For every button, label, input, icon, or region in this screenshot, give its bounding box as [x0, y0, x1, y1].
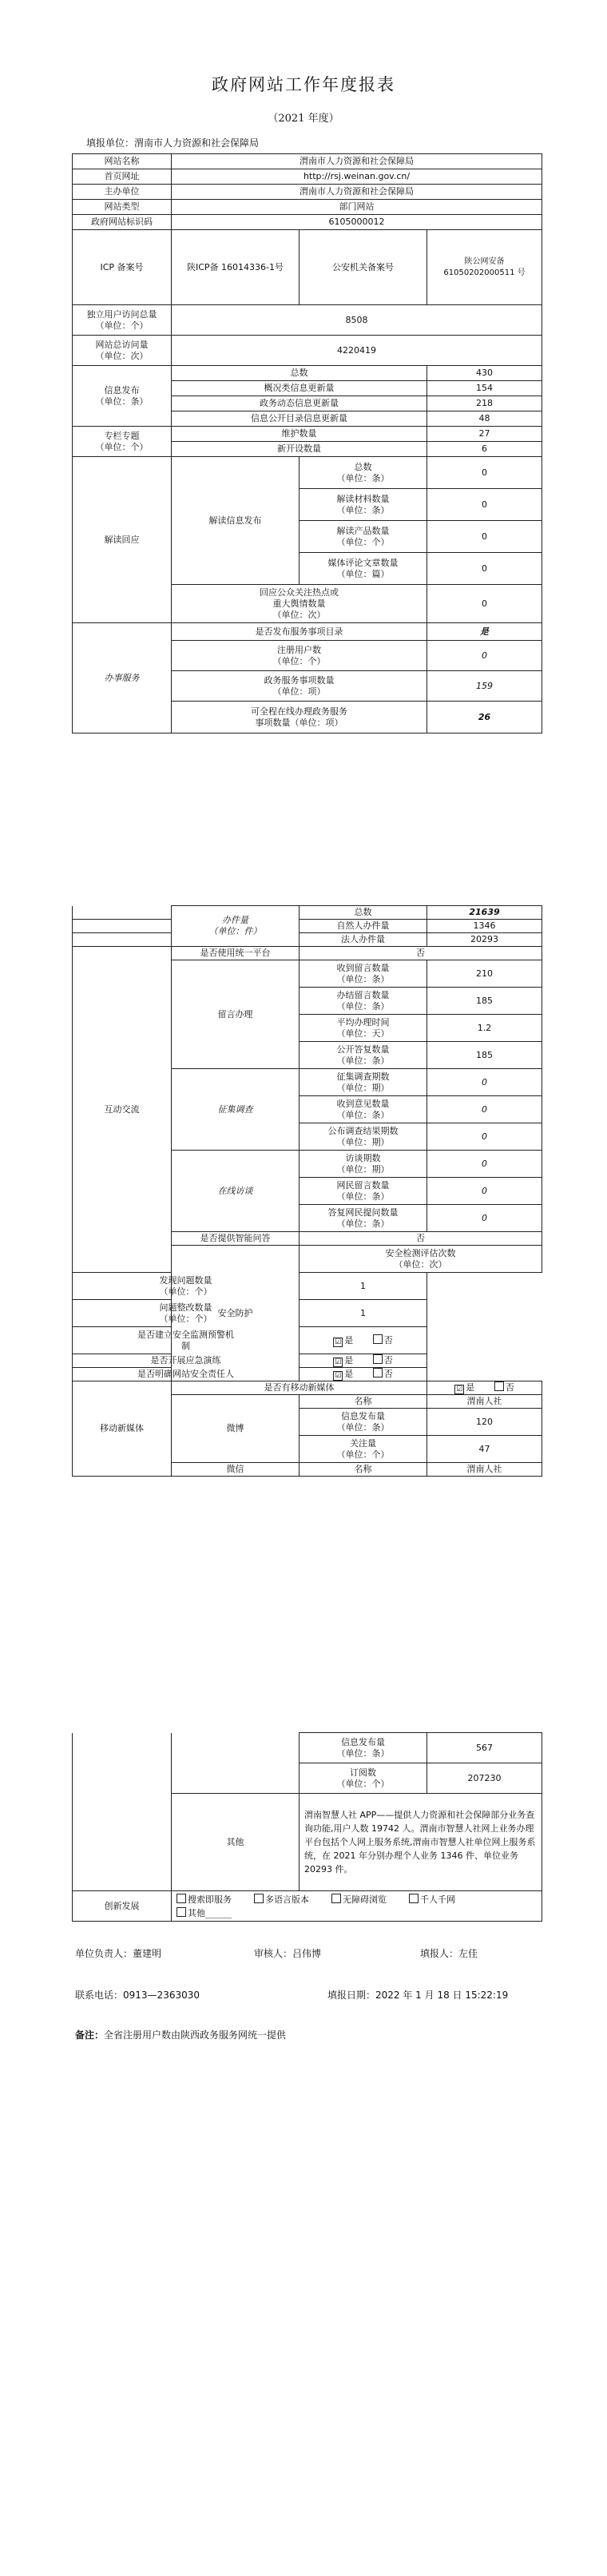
message-row-label: 平均办理时间 （单位：天）	[300, 1015, 427, 1042]
wechat-name-value: 渭南人社	[427, 1463, 542, 1477]
interview-row-label: 答复网民提问数量 （单位：条）	[300, 1205, 427, 1232]
site-type-value: 部门网站	[172, 200, 542, 215]
interpret-row-value: 0	[427, 457, 542, 489]
publish-row-label: 总数	[172, 366, 427, 381]
footer-reviewer: 审核人：吕伟博	[254, 1948, 322, 1959]
wechat-label: 微信	[172, 1463, 300, 1477]
icp-label: ICP 备案号	[73, 230, 172, 305]
weibo-name-value: 渭南人社	[427, 1395, 542, 1409]
footer-date: 填报日期：2022 年 1 月 18 日 15:22:19	[327, 1990, 509, 2001]
items-value: 159	[427, 671, 542, 702]
option-checkbox[interactable]	[331, 1894, 341, 1903]
wechat-row-label: 订阅数 （单位：个）	[300, 1763, 427, 1794]
table-margin-cell	[172, 1733, 300, 1794]
option-multi-language: 多语言版本	[264, 1894, 309, 1905]
platform-label: 是否使用统一平台	[172, 947, 300, 960]
platform-value: 否	[300, 947, 542, 960]
pv-value: 4220419	[172, 336, 542, 366]
security-row-label: 发现问题数量 （单位：个）	[73, 1273, 300, 1300]
mobile-yes-checkbox[interactable]: ☑	[456, 1385, 463, 1393]
interpret-label: 解读回应	[73, 457, 172, 623]
option-search-service: 搜索即服务	[188, 1894, 232, 1905]
responsible-choice: ☑ 是 否	[300, 1368, 427, 1381]
special-row-value: 27	[427, 427, 542, 442]
mobile-label: 移动新媒体	[73, 1381, 172, 1477]
homepage-value: http://rsj.weinan.gov.cn/	[172, 169, 542, 185]
wechat-row-value: 567	[427, 1733, 542, 1763]
report-table-part2	[72, 905, 542, 1477]
footer-phone: 联系电话：0913—2363030	[75, 1990, 200, 2001]
workload-row-label: 总数	[300, 906, 427, 920]
site-id-label: 政府网站标识码	[73, 215, 172, 230]
interview-row-value: 0	[427, 1178, 542, 1205]
special-row-label: 维护数量	[172, 427, 427, 442]
publish-label: 信息发布 （单位：条）	[73, 366, 172, 427]
interview-row-label: 网民留言数量 （单位：条）	[300, 1178, 427, 1205]
report-title: 政府网站工作年度报表	[212, 75, 395, 94]
hot-topic-value: 0	[427, 585, 542, 623]
interact-label: 互动交流	[73, 947, 172, 1273]
drill-yes-checkbox[interactable]: ☑	[335, 1358, 342, 1366]
message-label: 留言办理	[172, 960, 300, 1069]
interpret-row-label: 解读产品数量 （单位：个）	[300, 521, 427, 553]
message-row-label: 办结留言数量 （单位：条）	[300, 988, 427, 1015]
interpret-row-label: 媒体评论文章数量 （单位：篇）	[300, 553, 427, 585]
wechat-name-label: 名称	[300, 1463, 427, 1477]
message-row-value: 185	[427, 988, 542, 1015]
option-accessibility: 无障碍浏览	[342, 1894, 387, 1905]
qa-label: 是否提供智能问答	[172, 1232, 300, 1246]
hot-topic-label: 回应公众关注热点或 重大舆情数量 （单位：次）	[172, 585, 427, 623]
option-personalized: 千人千网	[419, 1894, 455, 1905]
filler-unit: 填报单位：渭南市人力资源和社会保障局	[86, 137, 260, 149]
footer-note: 备注：全省注册用户数由陕西政务服务网统一提供	[75, 2029, 287, 2041]
host-label: 主办单位	[73, 185, 172, 200]
icp-value: 陕ICP备 16014336-1号	[172, 230, 300, 305]
publish-row-value: 154	[427, 381, 542, 396]
weibo-name-label: 名称	[300, 1395, 427, 1409]
items-label: 政务服务事项数量 （单位：项）	[172, 671, 427, 702]
workload-row-value: 20293	[427, 933, 542, 947]
table-margin-cell	[73, 906, 172, 920]
catalog-value: 是	[427, 623, 542, 641]
site-type-label: 网站类型	[73, 200, 172, 215]
page-2	[0, 839, 607, 1678]
police-value: 陕公网安备 61050202000511 号	[427, 230, 542, 305]
workload-row-value: 21639	[427, 906, 542, 920]
innovation-options	[172, 1891, 542, 1922]
table-margin-cell	[73, 1733, 172, 1891]
weibo-row-label: 信息发布量 （单位：条）	[300, 1409, 427, 1436]
homepage-label: 首页网址	[73, 169, 172, 185]
publish-row-label: 概况类信息更新量	[172, 381, 427, 396]
workload-row-value: 1346	[427, 920, 542, 933]
interpret-row-value: 0	[427, 521, 542, 553]
publish-row-value: 430	[427, 366, 542, 381]
other-media-text: 渭南智慧人社 APP——提供人力资源和社会保障部分业务查询功能,用户人数 19742 人。渭南市智慧人社网上业务办理平台包括个人网上服务系统,渭南市智慧人社单位网上服务系统，在 2021 年分别办理个人业务 1346 件、单位业务 20293 件。	[300, 1794, 542, 1891]
users-label: 注册用户数 （单位：个）	[172, 641, 427, 671]
uv-value: 8508	[172, 305, 542, 336]
table-margin-cell	[73, 920, 172, 933]
site-name-value: 渭南市人力资源和社会保障局	[172, 154, 542, 169]
weibo-label: 微博	[172, 1395, 300, 1463]
report-year: （2021 年度）	[268, 113, 339, 125]
publish-row-label: 信息公开目录信息更新量	[172, 411, 427, 427]
survey-row-label: 征集调查期数 （单位：期）	[300, 1069, 427, 1096]
interpret-row-label: 总数 （单位：条）	[300, 457, 427, 489]
workload-row-label: 自然人办件量	[300, 920, 427, 933]
special-label: 专栏专题 （单位：个）	[73, 427, 172, 457]
catalog-label: 是否发布服务事项目录	[172, 623, 427, 641]
wechat-row-label: 信息发布量 （单位：条）	[300, 1733, 427, 1763]
police-label: 公安机关备案号	[300, 230, 427, 305]
monitor-yes-checkbox[interactable]: ☑	[335, 1338, 342, 1346]
option-checkbox[interactable]	[409, 1894, 419, 1903]
interpret-row-label: 解读材料数量 （单位：条）	[300, 489, 427, 521]
footer-head: 单位负责人：董建明	[75, 1948, 162, 1959]
option-other: 其他	[188, 1907, 205, 1918]
security-row-label: 问题整改数量 （单位：个）	[73, 1300, 300, 1327]
message-row-value: 1.2	[427, 1015, 542, 1042]
other-media-label: 其他	[172, 1794, 300, 1891]
survey-row-value: 0	[427, 1096, 542, 1123]
qa-value: 否	[300, 1232, 542, 1246]
interpret-row-value: 0	[427, 553, 542, 585]
security-label: 安全防护	[172, 1246, 300, 1381]
uv-label: 独立用户访问总量 （单位：个）	[73, 305, 172, 336]
interpret-row-value: 0	[427, 489, 542, 521]
survey-row-label: 公布调查结果期数 （单位：期）	[300, 1123, 427, 1151]
workload-label: 办件量 （单位：件）	[172, 906, 300, 947]
host-value: 渭南市人力资源和社会保障局	[172, 185, 542, 200]
monitor-choice: ☑ 是 否	[300, 1327, 427, 1354]
service-label: 办事服务	[73, 623, 172, 733]
weibo-row-value: 47	[427, 1436, 542, 1463]
publish-row-label: 政务动态信息更新量	[172, 396, 427, 411]
site-id-value: 6105000012	[172, 215, 542, 230]
workload-row-label: 法人办件量	[300, 933, 427, 947]
message-row-label: 公开答复数量 （单位：条）	[300, 1042, 427, 1069]
users-value: 0	[427, 641, 542, 671]
mobile-has-choice: ☑ 是 否	[427, 1381, 542, 1395]
drill-no-checkbox[interactable]	[373, 1354, 383, 1364]
option-other-blank: ______	[205, 1907, 232, 1918]
weibo-row-label: 关注量 （单位：个）	[300, 1436, 427, 1463]
page-3	[0, 1678, 607, 2576]
survey-row-value: 0	[427, 1069, 542, 1096]
responsible-label: 是否明确网站安全责任人	[73, 1368, 300, 1381]
pv-label: 网站总访问量 （单位：次）	[73, 336, 172, 366]
filler-unit-value: 渭南市人力资源和社会保障局	[134, 137, 260, 149]
special-row-label: 新开设数量	[172, 442, 427, 457]
site-name-label: 网站名称	[73, 154, 172, 169]
survey-row-value: 0	[427, 1123, 542, 1151]
footer-filler: 填报人：左佳	[420, 1948, 478, 1959]
interview-row-value: 0	[427, 1205, 542, 1232]
drill-choice: ☑ 是 否	[300, 1354, 427, 1368]
mobile-has-label: 是否有移动新媒体	[172, 1381, 427, 1395]
drill-label: 是否开展应急演练	[73, 1354, 300, 1368]
responsible-no-checkbox[interactable]	[373, 1368, 383, 1377]
option-checkbox[interactable]	[177, 1894, 186, 1903]
interview-label: 在线访谈	[172, 1151, 300, 1232]
monitor-label: 是否建立安全监测预警机 制	[73, 1327, 300, 1354]
message-row-value: 210	[427, 960, 542, 988]
message-row-label: 收到留言数量 （单位：条）	[300, 960, 427, 988]
publish-row-value: 48	[427, 411, 542, 427]
survey-row-label: 收到意见数量 （单位：条）	[300, 1096, 427, 1123]
report-table-part3	[72, 1732, 542, 1922]
interpret-sub-label: 解读信息发布	[172, 457, 300, 585]
special-row-value: 6	[427, 442, 542, 457]
security-row-value: 1	[300, 1273, 427, 1300]
online-label: 可全程在线办理政务服务 事项数量（单位：项）	[172, 702, 427, 733]
innovation-label: 创新发展	[73, 1891, 172, 1922]
security-row-label: 安全检测评估次数 （单位：次）	[300, 1246, 542, 1273]
interview-row-value: 0	[427, 1151, 542, 1178]
message-row-value: 185	[427, 1042, 542, 1069]
page-1	[0, 0, 607, 839]
online-value: 26	[427, 702, 542, 733]
interview-row-label: 访谈期数 （单位：期）	[300, 1151, 427, 1178]
mobile-no-checkbox[interactable]	[494, 1381, 504, 1391]
monitor-no-checkbox[interactable]	[373, 1334, 383, 1344]
publish-row-value: 218	[427, 396, 542, 411]
option-checkbox[interactable]	[177, 1907, 186, 1917]
report-table-part1	[72, 153, 542, 733]
wechat-row-value: 207230	[427, 1763, 542, 1794]
weibo-row-value: 120	[427, 1409, 542, 1436]
table-margin-cell	[73, 933, 172, 947]
security-row-value: 1	[300, 1300, 427, 1327]
option-checkbox[interactable]	[254, 1894, 264, 1903]
survey-label: 征集调查	[172, 1069, 300, 1151]
responsible-yes-checkbox[interactable]: ☑	[335, 1372, 342, 1380]
